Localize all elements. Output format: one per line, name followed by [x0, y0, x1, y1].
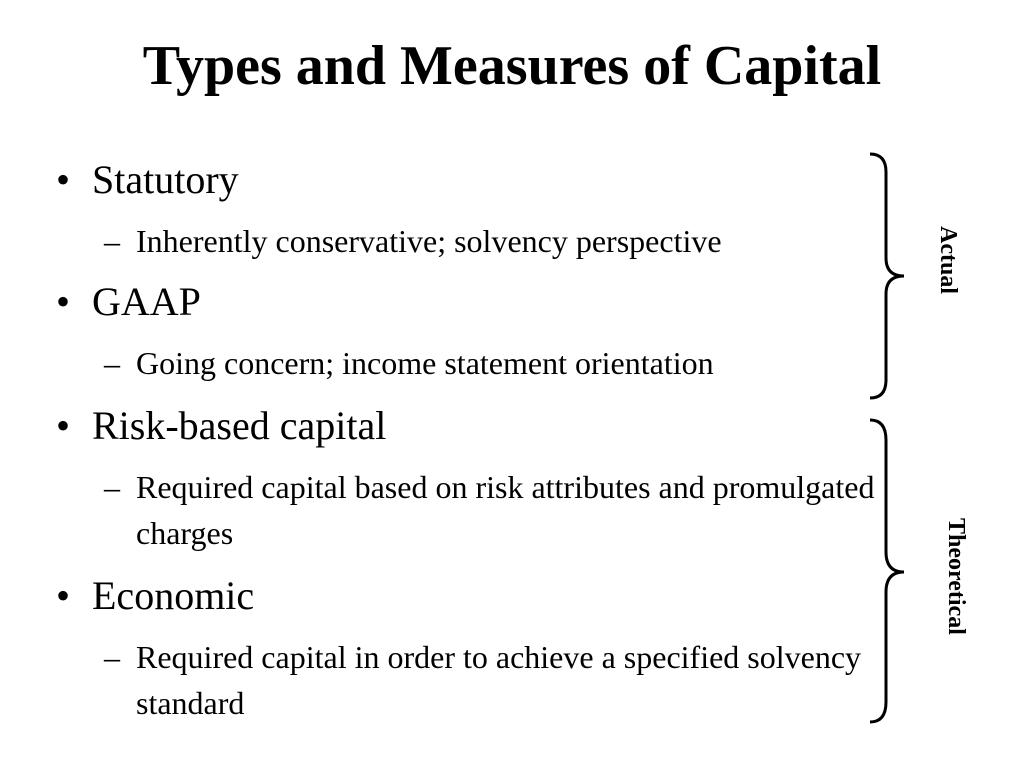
dash-icon: –	[104, 639, 120, 675]
sub-item-text: Required capital in order to achieve a specified solvency standard	[136, 639, 862, 721]
bullet-label: GAAP	[92, 279, 201, 324]
dash-icon: –	[104, 345, 120, 381]
brace-label-actual: Actual	[935, 226, 961, 294]
sub-item-text: Going concern; income statement orientation	[136, 345, 714, 381]
bullet-label: Risk-based capital	[92, 403, 387, 448]
bullet-label: Economic	[92, 573, 255, 618]
slide-title: Types and Measures of Capital	[142, 35, 882, 97]
bullet-label: Statutory	[92, 157, 239, 202]
dash-icon: –	[104, 223, 120, 259]
bullet-dot-icon: •	[56, 157, 71, 202]
bullet-dot-icon: •	[56, 403, 71, 448]
bullet-dot-icon: •	[56, 573, 71, 618]
sub-item-text: Required capital based on risk attributes and promulgated charges	[136, 469, 875, 551]
dash-icon: –	[104, 469, 120, 505]
sub-item-text: Inherently conservative; solvency perspective	[136, 223, 722, 259]
bullet-dot-icon: •	[56, 279, 71, 324]
brace-label-theoretical: Theoretical	[943, 518, 969, 635]
